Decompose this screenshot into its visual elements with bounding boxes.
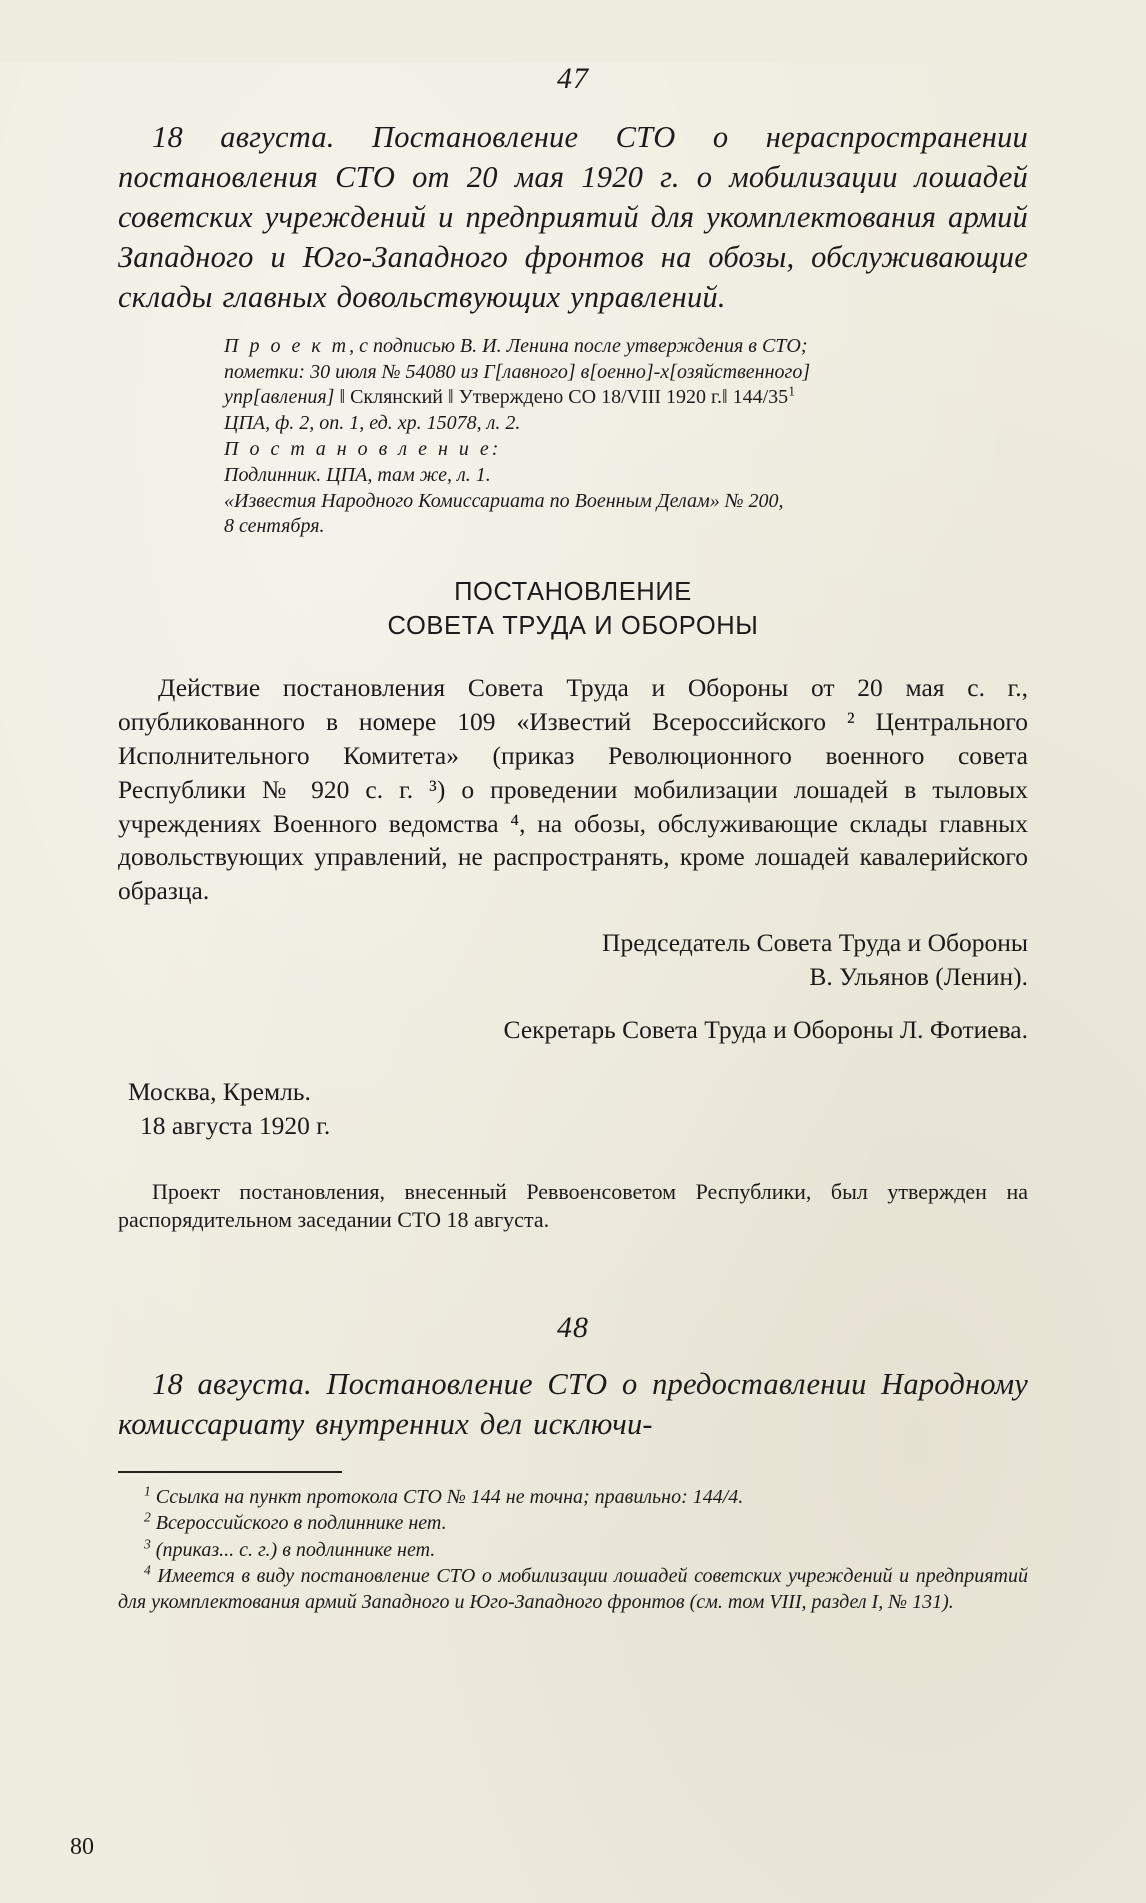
footnote-1-marker: 1 xyxy=(144,1483,151,1499)
footnote-1 xyxy=(118,1485,1028,1511)
entry-47-body-text: Действие постановления Совета Труда и Обороны от 20 мая с. г., опубликованного в номере 109 «Известий Всероссийского ² Центрального Исполнительного Комитета» (приказ Революционного военного совета Республики № 920 с. г. ³) о проведении мобилизации лошадей в тыловых учреждениях Военного ведомства ⁴, на обозы, обслуживающие склады главных довольствующих управлений, не распространять, кроме лошадей кавалерийского образца. xyxy=(118,673,1028,906)
document-heading xyxy=(118,576,1028,643)
entry-47-title xyxy=(118,118,1028,318)
entry-number-48: 48 xyxy=(557,1310,589,1344)
source-line-2: пометки: 30 июля № 54080 из Г[лавного] в[оенно]-х[озяйственного] xyxy=(224,360,811,383)
entry-47-source-block xyxy=(118,334,1028,540)
footnote-1-text: Ссылка на пункт протокола СТО № 144 не точна; правильно: 144/4. xyxy=(155,1485,744,1508)
footnotes-block xyxy=(118,1485,1028,1616)
footnote-2 xyxy=(118,1511,1028,1537)
source-line-1: П р о е к т, с подписью В. И. Ленина после утверждения в СТО; xyxy=(224,334,808,357)
footnote-4-marker: 4 xyxy=(144,1562,151,1578)
signature-secretary: Секретарь Совета Труда и Обороны Л. Фотиева. xyxy=(503,1014,1028,1044)
source-line-5: П о с т а н о в л е н и е: xyxy=(224,437,499,460)
entry-47-body xyxy=(118,671,1028,907)
footnote-separator-rule xyxy=(118,1471,342,1473)
signature-chairman xyxy=(118,926,1028,995)
footnote-4 xyxy=(118,1564,1028,1615)
entry-47-title-text: 18 августа. Постановление СТО о нераспространении постановления СТО от 20 мая 1920 г. о мобилизации лошадей советских учреждений и предприятий для укомплектования армий Западного и Юго-Западного фронтов на обозы, обслуживающие склады главных довольствующих управлений. xyxy=(118,120,1028,314)
source-line-4: ЦПА, ф. 2, оп. 1, ед. хр. 15078, л. 2. xyxy=(224,412,521,435)
footnote-4-text: Имеется в виду постановление СТО о мобилизации лошадей советских учреждений и предприятий для укомплектования армий Западного и Юго-Западного фронтов (см. том VIII, раздел I, № 131). xyxy=(118,1565,1028,1614)
signature-chairman-name: В. Ульянов (Ленин). xyxy=(809,962,1028,992)
source-line-7: «Известия Народного Комиссариата по Военным Делам» № 200, xyxy=(224,489,784,512)
source-line-6: Подлинник. ЦПА, там же, л. 1. xyxy=(224,463,491,486)
footnote-3-marker: 3 xyxy=(144,1536,151,1552)
document-heading-line-2: СОВЕТА ТРУДА И ОБОРОНЫ xyxy=(387,611,759,640)
signature-chairman-title: Председатель Совета Труда и Обороны xyxy=(602,927,1028,957)
footnote-2-marker: 2 xyxy=(144,1509,151,1525)
source-line-3: упр[авления] ‖ Склянский ‖ Утверждено СО 18/VIII 1920 г.‖ $144/35^1$ xyxy=(224,383,795,409)
place-line: Москва, Кремль. xyxy=(128,1076,311,1106)
source-line-8: 8 сентября. xyxy=(224,515,325,538)
date-line: 18 августа 1920 г. xyxy=(140,1111,331,1141)
entry-47-editorial-note xyxy=(118,1178,1028,1235)
entry-number-47: 47 xyxy=(557,62,589,95)
document-page xyxy=(0,62,1146,1903)
footnote-2-text: Всероссийского в подлиннике нет. xyxy=(155,1512,447,1535)
footnote-3-text: (приказ... с. г.) в подлиннике нет. xyxy=(155,1538,436,1561)
page-number: 80 xyxy=(70,1834,94,1860)
entry-48-title xyxy=(118,1365,1028,1445)
entry-47-note-text: Проект постановления, внесенный Реввоенсоветом Республики, был утвержден на распорядительном заседании СТО 18 августа. xyxy=(118,1178,1028,1233)
place-date-block xyxy=(118,1075,1028,1144)
entry-48-title-text: 18 августа. Постановление СТО о предоставлении Народному комиссариату внутренних дел исключи- xyxy=(118,1366,1028,1441)
document-heading-line-1: ПОСТАНОВЛЕНИЕ xyxy=(454,578,692,607)
footnote-3 xyxy=(118,1538,1028,1564)
